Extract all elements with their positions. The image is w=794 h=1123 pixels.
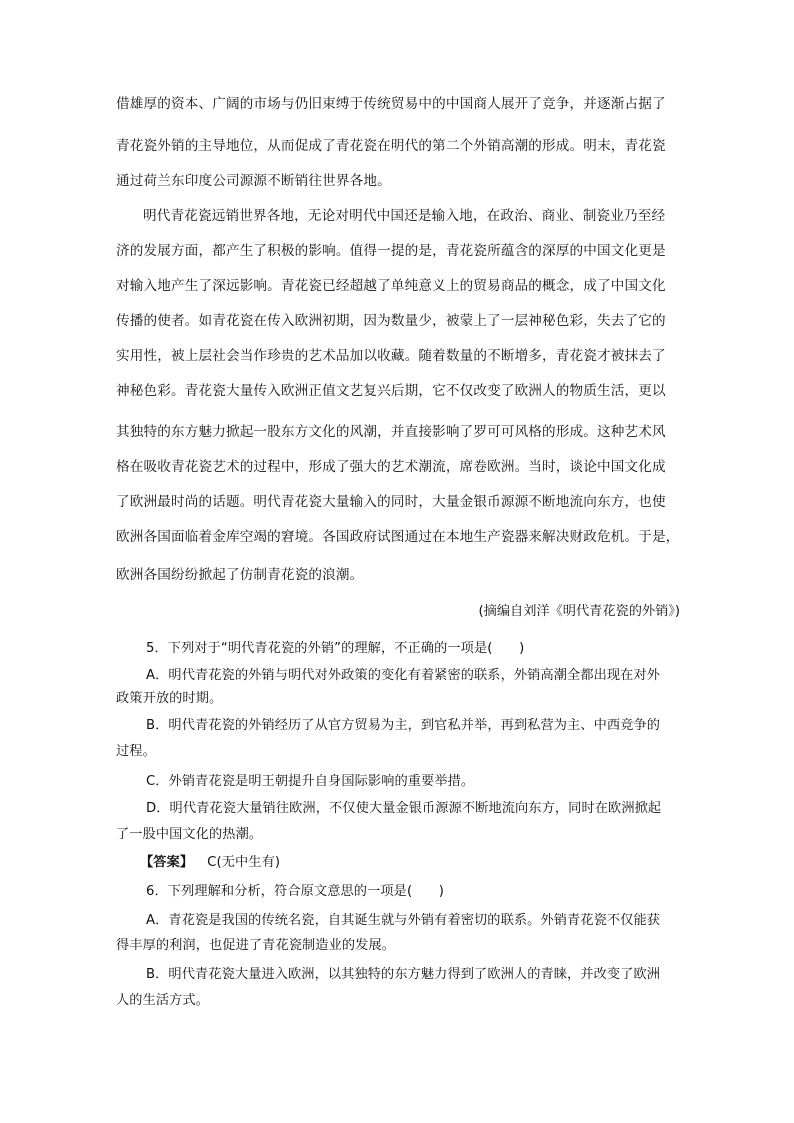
question-6-stem: 6．下列理解和分析，符合原文意思的一项是( ) xyxy=(146,884,445,899)
passage-line: 借雄厚的资本、广阔的市场与仍旧束缚于传统贸易中的中国商人展开了竞争，并逐渐占据了 xyxy=(116,96,666,112)
passage-line: 欧洲各国面临着金库空竭的窘境。各国政府试图通过在本地生产瓷器来解决财政危机。于是， xyxy=(116,529,680,545)
passage-line: 格在吸收青花瓷艺术的过程中，形成了强大的艺术潮流，席卷欧洲。当时，谈论中国文化成 xyxy=(116,459,666,475)
passage-line: 神秘色彩。青花瓷大量传入欧洲正值文艺复兴后期，它不仅改变了欧洲人的物质生活，更以 xyxy=(116,383,666,399)
question-6-option-b: B．明代青花瓷大量进入欧洲，以其独特的东方魅力得到了欧洲人的青睐，并改变了欧洲 xyxy=(146,967,661,982)
question-5-option-d: D．明代青花瓷大量销往欧洲，不仅使大量金银币源源不断地流向东方，同时在欧洲掀起 xyxy=(146,801,662,816)
passage-line: 了欧洲最时尚的话题。明代青花瓷大量输入的同时，大量金银币源源不断地流向东方，也使 xyxy=(116,494,666,510)
question-5-option-a: A．明代青花瓷的外销与明代对外政策的变化有着紧密的联系，外销高潮全都出现在对外 xyxy=(146,668,661,683)
passage-line: 实用性，被上层社会当作珍贵的艺术品加以收藏。随着数量的不断增多，青花瓷才被抹去了 xyxy=(116,348,666,364)
passage-line: 其独特的东方魅力掀起一股东方文化的风潮，并直接影响了罗可可风格的形成。这种艺术风 xyxy=(116,424,666,440)
answer-text: C(无中生有) xyxy=(207,855,281,870)
passage-line: 传播的使者。如青花瓷在传入欧洲初期，因为数量少，被蒙上了一层神秘色彩，失去了它的 xyxy=(116,313,666,329)
question-5-option-d-cont: 了一股中国文化的热潮。 xyxy=(116,827,263,842)
passage-line: 通过荷兰东印度公司源源不断销往世界各地。 xyxy=(116,173,391,189)
question-5-stem: 5．下列对于“明代青花瓷的外销”的理解，不正确的一项是( ) xyxy=(146,641,525,656)
passage-line: 对输入地产生了深远影响。青花瓷已经超越了单纯意义上的贸易商品的概念，成了中国文化 xyxy=(116,278,666,294)
passage-line: 济的发展方面，都产生了积极的影响。值得一提的是，青花瓷所蕴含的深厚的中国文化更是 xyxy=(116,243,666,259)
source-citation: (摘编自刘洋《明代青花瓷的外销》) xyxy=(478,604,680,619)
question-5-option-a-cont: 政策开放的时期。 xyxy=(116,691,223,706)
question-5-option-c: C．外销青花瓷是明王朝提升自身国际影响的重要举措。 xyxy=(146,774,475,789)
passage-line: 明代青花瓷远销世界各地，无论对明代中国还是输入地，在政治、商业、制瓷业乃至经 xyxy=(143,208,666,224)
question-6-option-a-cont: 得丰厚的利润，也促进了青花瓷制造业的发展。 xyxy=(116,938,396,953)
question-6-option-a: A．青花瓷是我国的传统名瓷，自其诞生就与外销有着密切的联系。外销青花瓷不仅能获 xyxy=(146,913,661,928)
answer-line xyxy=(140,854,280,872)
answer-tag: 【答案】 xyxy=(140,855,194,870)
question-6-option-b-cont: 人的生活方式。 xyxy=(116,993,210,1008)
passage-line: 欧洲各国纷纷掀起了仿制青花瓷的浪潮。 xyxy=(116,567,364,583)
question-5-option-b: B．明代青花瓷的外销经历了从官方贸易为主，到官私并举，再到私营为主、中西竞争的 xyxy=(146,718,661,733)
passage-line: 青花瓷外销的主导地位，从而促成了青花瓷在明代的第二个外销高潮的形成。明末，青花瓷 xyxy=(116,138,666,154)
question-5-option-b-cont: 过程。 xyxy=(116,744,156,759)
